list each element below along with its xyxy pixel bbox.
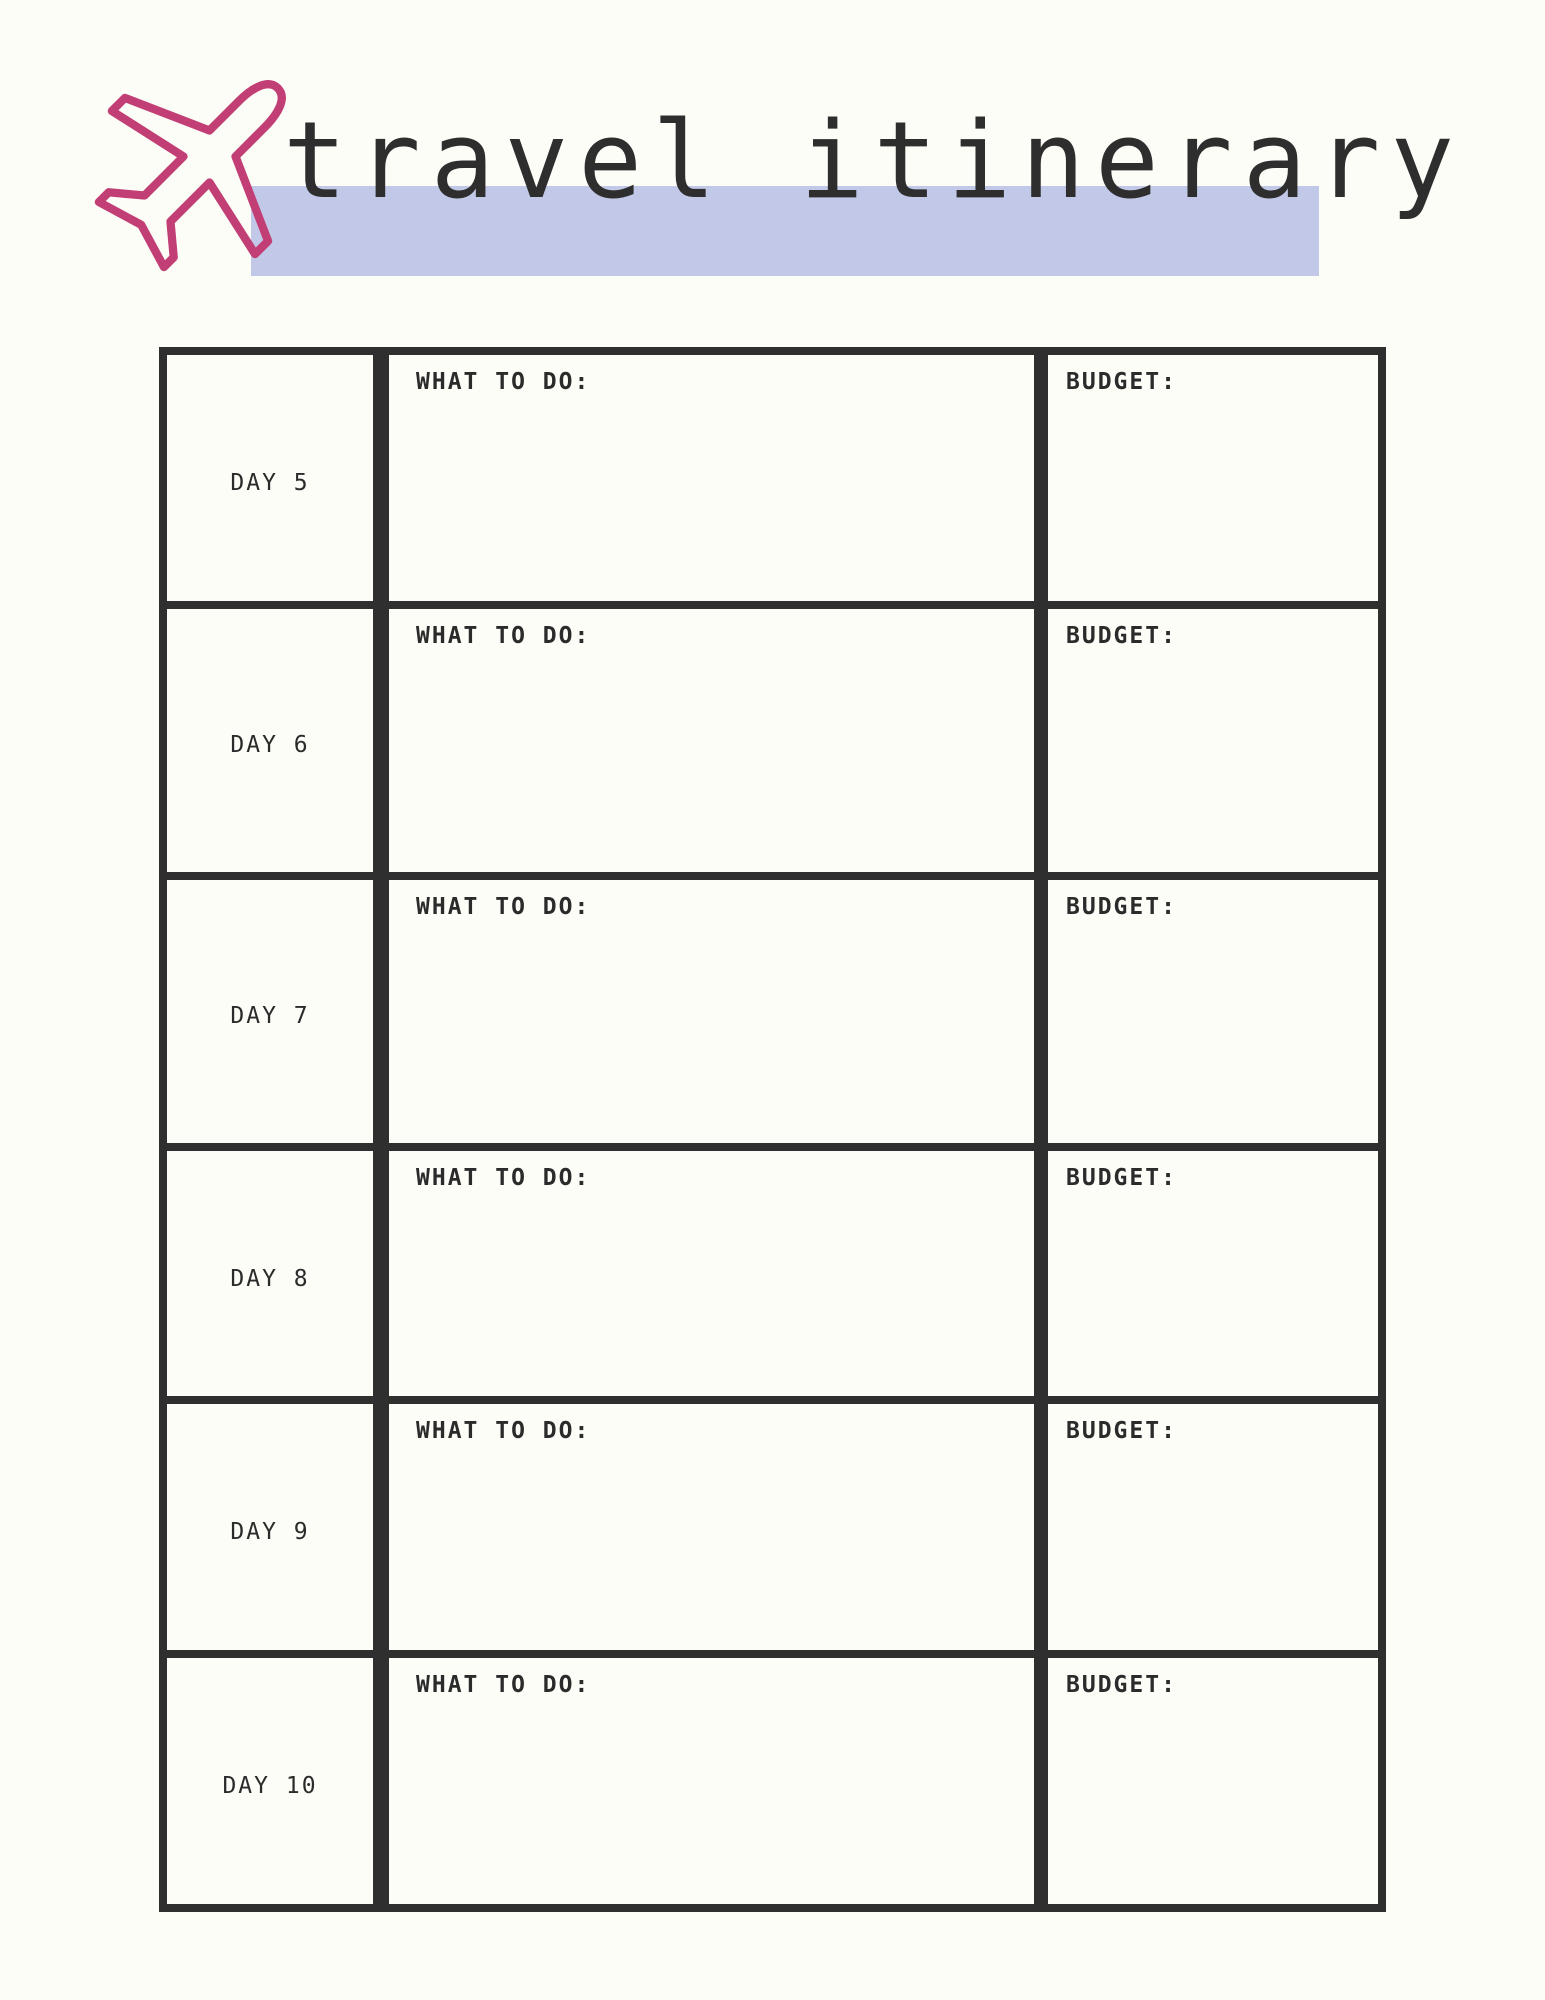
what-to-do-field[interactable]	[389, 1658, 1048, 1904]
budget-label: BUDGET:	[1066, 1672, 1177, 1699]
what-to-do-label: WHAT TO DO:	[416, 369, 591, 395]
what-to-do-field[interactable]	[389, 1151, 1048, 1397]
day-label: DAY 8	[230, 1265, 310, 1292]
itinerary-row	[167, 1650, 1378, 1904]
budget-label: BUDGET:	[1066, 1164, 1177, 1191]
budget-field[interactable]	[1048, 1658, 1378, 1904]
day-label: DAY 6	[230, 732, 310, 759]
budget-label: BUDGET:	[1066, 622, 1177, 649]
budget-field[interactable]	[1048, 880, 1378, 1143]
day-label: DAY 7	[230, 1003, 310, 1030]
day-label: DAY 10	[222, 1773, 318, 1800]
budget-field[interactable]	[1048, 1151, 1378, 1397]
itinerary-row	[167, 872, 1378, 1143]
day-cell	[167, 355, 389, 601]
itinerary-row	[167, 355, 1378, 601]
day-label: DAY 9	[230, 1519, 310, 1546]
day-cell	[167, 609, 389, 872]
budget-field[interactable]	[1048, 355, 1378, 601]
what-to-do-label: WHAT TO DO:	[416, 1164, 591, 1191]
itinerary-row	[167, 1143, 1378, 1397]
budget-field[interactable]	[1048, 609, 1378, 872]
what-to-do-field[interactable]	[389, 355, 1048, 601]
what-to-do-field[interactable]	[389, 609, 1048, 872]
day-cell	[167, 1404, 389, 1650]
day-cell	[167, 1151, 389, 1397]
itinerary-table	[159, 347, 1386, 1912]
day-cell	[167, 880, 389, 1143]
budget-label: BUDGET:	[1066, 1418, 1177, 1445]
what-to-do-label: WHAT TO DO:	[416, 622, 591, 649]
page-title: travel itinerary	[283, 99, 1465, 222]
budget-label: BUDGET:	[1066, 893, 1177, 920]
what-to-do-label: WHAT TO DO:	[416, 893, 591, 920]
budget-label: BUDGET:	[1066, 369, 1177, 395]
what-to-do-field[interactable]	[389, 1404, 1048, 1650]
what-to-do-label: WHAT TO DO:	[416, 1672, 591, 1699]
what-to-do-field[interactable]	[389, 880, 1048, 1143]
itinerary-row	[167, 1396, 1378, 1650]
what-to-do-label: WHAT TO DO:	[416, 1418, 591, 1445]
day-cell	[167, 1658, 389, 1904]
day-label: DAY 5	[230, 469, 310, 496]
budget-field[interactable]	[1048, 1404, 1378, 1650]
itinerary-row	[167, 601, 1378, 872]
